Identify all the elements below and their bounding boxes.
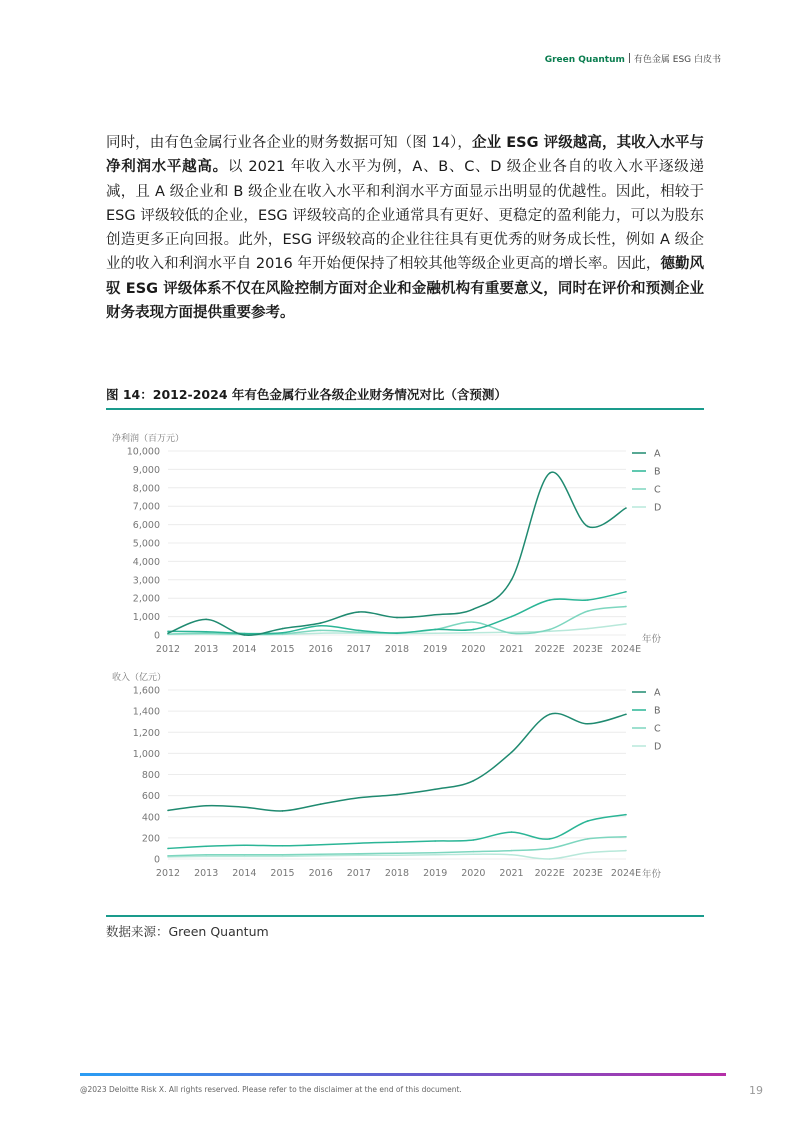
data-point-A [587, 723, 589, 725]
data-point-C [473, 851, 475, 853]
data-point-D [473, 632, 475, 634]
data-point-B [167, 631, 169, 633]
data-point-B [396, 841, 398, 843]
data-point-D [434, 854, 436, 856]
data-point-D [320, 632, 322, 634]
data-point-B [587, 820, 589, 822]
data-point-A [549, 713, 551, 715]
y-tick-label: 10,000 [126, 446, 160, 458]
data-point-B [320, 625, 322, 627]
data-point-A [396, 617, 398, 619]
legend-label-B: B [654, 466, 661, 478]
data-point-B [549, 599, 551, 601]
data-point-B [282, 845, 284, 847]
data-point-B [358, 630, 360, 632]
data-point-C [358, 631, 360, 633]
data-point-C [244, 854, 246, 856]
data-point-B [511, 831, 513, 833]
data-point-B [625, 814, 627, 816]
data-point-C [358, 853, 360, 855]
data-point-D [511, 854, 513, 856]
data-point-D [320, 855, 322, 857]
y-tick-label: 600 [141, 791, 160, 803]
data-point-A [205, 619, 207, 621]
x-tick-label: 2012 [155, 868, 181, 879]
data-point-A [244, 806, 246, 808]
x-tick-label: 2012 [155, 644, 181, 655]
data-point-B [244, 633, 246, 635]
data-point-B [434, 629, 436, 631]
revenue-chart [106, 662, 704, 882]
data-point-B [320, 844, 322, 846]
footer-gradient-line [80, 1073, 726, 1076]
x-tick-label: 2014 [232, 644, 257, 655]
data-point-C [320, 853, 322, 855]
data-point-C [625, 606, 627, 608]
data-point-C [587, 838, 589, 840]
data-point-C [473, 621, 475, 623]
header-divider [629, 53, 630, 63]
x-tick-label: 2020 [461, 644, 486, 655]
footer-copyright: @2023 Deloitte Risk X. All rights reserved. Please refer to the disclaimer at the end of this document. [80, 1085, 462, 1094]
data-point-B [473, 839, 475, 841]
body-bold-1: 企业 ESG 评级越高，其收入水平与净利润水平越高。 [106, 135, 704, 176]
y-tick-label: 1,000 [132, 748, 160, 760]
data-point-C [205, 854, 207, 856]
data-point-A [434, 788, 436, 790]
data-point-D [396, 855, 398, 857]
figure-bottom-rule [106, 915, 704, 917]
figure-title: 图 14：2012-2024 年有色金属行业各级企业财务情况对比（含预测） [106, 387, 507, 402]
x-axis-label: 年份 [642, 869, 662, 880]
body-text-2: 以 2021 年收入水平为例，A、B、C、D 级企业各自的收入水平逐级递减，且 A 级企业和 B 级企业在收入水平和利润水平方面显示出明显的优越性。因此，相较于 ESG 评级较低的企业，ESG 评级较高的企业通常具有更好、更稳定的盈利能力，可以为股东创造更多正向回报。此外，ESG 评级较高的企业往往具有更优秀的财务成长性，例如 A 级企业的收入和利润水平自 2016 年开始便保持了相较其他等级企业更高的增长率。因此， [106, 159, 704, 273]
data-point-A [549, 472, 551, 474]
series-line-A [168, 713, 626, 811]
x-tick-label: 2013 [194, 868, 219, 879]
y-tick-label: 5,000 [132, 538, 160, 550]
data-point-B [167, 848, 169, 850]
x-tick-label: 2022E [534, 644, 565, 655]
page-number: 19 [749, 1084, 763, 1097]
data-point-A [205, 805, 207, 807]
data-point-B [205, 846, 207, 848]
data-point-C [282, 854, 284, 856]
data-point-C [205, 632, 207, 634]
data-point-C [625, 836, 627, 838]
data-point-B [587, 599, 589, 601]
data-point-A [358, 797, 360, 799]
y-tick-label: 400 [141, 812, 160, 824]
data-point-A [511, 579, 513, 581]
data-point-D [358, 855, 360, 857]
data-source: 数据来源：Green Quantum [106, 924, 269, 939]
header-subtitle: 有色金属 ESG 白皮书 [633, 55, 721, 65]
x-tick-label: 2024E [610, 868, 642, 879]
data-point-A [320, 803, 322, 805]
data-point-B [511, 616, 513, 618]
data-point-A [282, 810, 284, 812]
data-point-A [625, 507, 627, 509]
data-point-C [549, 629, 551, 631]
data-point-A [473, 780, 475, 782]
data-point-A [396, 794, 398, 796]
series-line-A [168, 472, 626, 635]
x-tick-label: 2019 [423, 868, 448, 879]
x-tick-label: 2020 [461, 868, 486, 879]
data-point-C [320, 630, 322, 632]
x-tick-label: 2014 [232, 868, 257, 879]
x-axis-label: 年份 [642, 634, 662, 645]
data-point-D [473, 853, 475, 855]
y-tick-label: 800 [141, 770, 160, 781]
data-point-D [549, 858, 551, 860]
data-point-B [625, 591, 627, 593]
legend-label-C: C [654, 484, 661, 496]
data-point-D [205, 856, 207, 858]
y-tick-label: 1,000 [132, 612, 160, 624]
data-point-D [549, 631, 551, 633]
x-tick-label: 2024E [610, 644, 642, 655]
x-tick-label: 2018 [384, 868, 410, 879]
data-point-C [587, 610, 589, 612]
data-point-A [625, 713, 627, 715]
data-point-A [282, 628, 284, 630]
data-point-D [625, 850, 627, 852]
x-tick-label: 2016 [308, 868, 333, 879]
legend-label-D: D [654, 741, 662, 753]
data-point-A [587, 526, 589, 528]
legend-label-C: C [654, 723, 661, 735]
y-axis-label: 净利润（百万元） [112, 434, 185, 444]
data-point-A [244, 634, 246, 636]
legend-label-A: A [654, 687, 661, 699]
y-tick-label: 1,400 [132, 706, 160, 718]
data-point-D [625, 623, 627, 625]
y-tick-label: 1,600 [132, 685, 160, 697]
data-point-D [244, 856, 246, 858]
y-tick-label: 0 [153, 854, 160, 866]
y-tick-label: 3,000 [132, 575, 160, 587]
data-point-C [167, 855, 169, 857]
series-line-B [168, 815, 626, 849]
data-point-A [434, 614, 436, 616]
x-tick-label: 2021 [499, 644, 524, 655]
data-point-B [205, 631, 207, 633]
data-point-B [244, 844, 246, 846]
data-point-B [358, 842, 360, 844]
data-point-C [549, 848, 551, 850]
x-tick-label: 2023E [572, 644, 603, 655]
data-point-D [587, 852, 589, 854]
y-tick-label: 7,000 [132, 501, 160, 513]
x-tick-label: 2017 [346, 868, 371, 879]
y-tick-label: 8,000 [132, 483, 160, 495]
data-point-A [511, 752, 513, 754]
y-tick-label: 200 [141, 833, 160, 845]
y-tick-label: 1,200 [132, 727, 160, 739]
data-point-A [167, 810, 169, 812]
figure-top-rule [106, 408, 704, 410]
profit-chart [106, 430, 704, 655]
body-text-1: 同时，由有色金属行业各企业的财务数据可知（图 14）， [106, 135, 472, 151]
y-tick-label: 6,000 [132, 520, 160, 532]
data-point-A [358, 611, 360, 613]
y-tick-label: 0 [153, 630, 160, 642]
data-point-C [511, 632, 513, 634]
x-tick-label: 2023E [572, 868, 603, 879]
x-tick-label: 2022E [534, 868, 565, 879]
x-tick-label: 2013 [194, 644, 219, 655]
data-point-B [396, 632, 398, 634]
data-point-D [587, 628, 589, 630]
data-point-B [434, 840, 436, 842]
x-tick-label: 2015 [270, 868, 295, 879]
x-tick-label: 2015 [270, 644, 295, 655]
data-point-A [320, 622, 322, 624]
x-tick-label: 2017 [346, 644, 371, 655]
data-point-D [282, 856, 284, 858]
y-tick-label: 9,000 [132, 464, 160, 476]
x-tick-label: 2018 [384, 644, 410, 655]
data-point-B [549, 838, 551, 840]
body-paragraph [106, 131, 704, 325]
data-point-B [282, 632, 284, 634]
legend-label-D: D [654, 502, 662, 514]
x-tick-label: 2021 [499, 868, 524, 879]
data-point-C [511, 850, 513, 852]
y-tick-label: 2,000 [132, 593, 160, 605]
y-tick-label: 4,000 [132, 556, 160, 568]
data-point-A [167, 632, 169, 634]
data-point-B [473, 629, 475, 631]
data-point-C [396, 852, 398, 854]
y-axis-label: 收入（亿元） [112, 673, 167, 683]
page-header [545, 52, 721, 65]
x-tick-label: 2019 [423, 644, 448, 655]
legend-label-B: B [654, 705, 661, 717]
x-tick-label: 2016 [308, 644, 333, 655]
data-point-A [473, 608, 475, 610]
body-bold-2: 德勤风驭 ESG 评级体系不仅在风险控制方面对企业和金融机构有重要意义，同时在评价和预测企业财务表现方面提供重要参考。 [106, 256, 704, 322]
header-brand: Green Quantum [544, 55, 625, 65]
data-point-D [434, 632, 436, 634]
legend-label-A: A [654, 448, 661, 460]
data-point-C [434, 852, 436, 854]
